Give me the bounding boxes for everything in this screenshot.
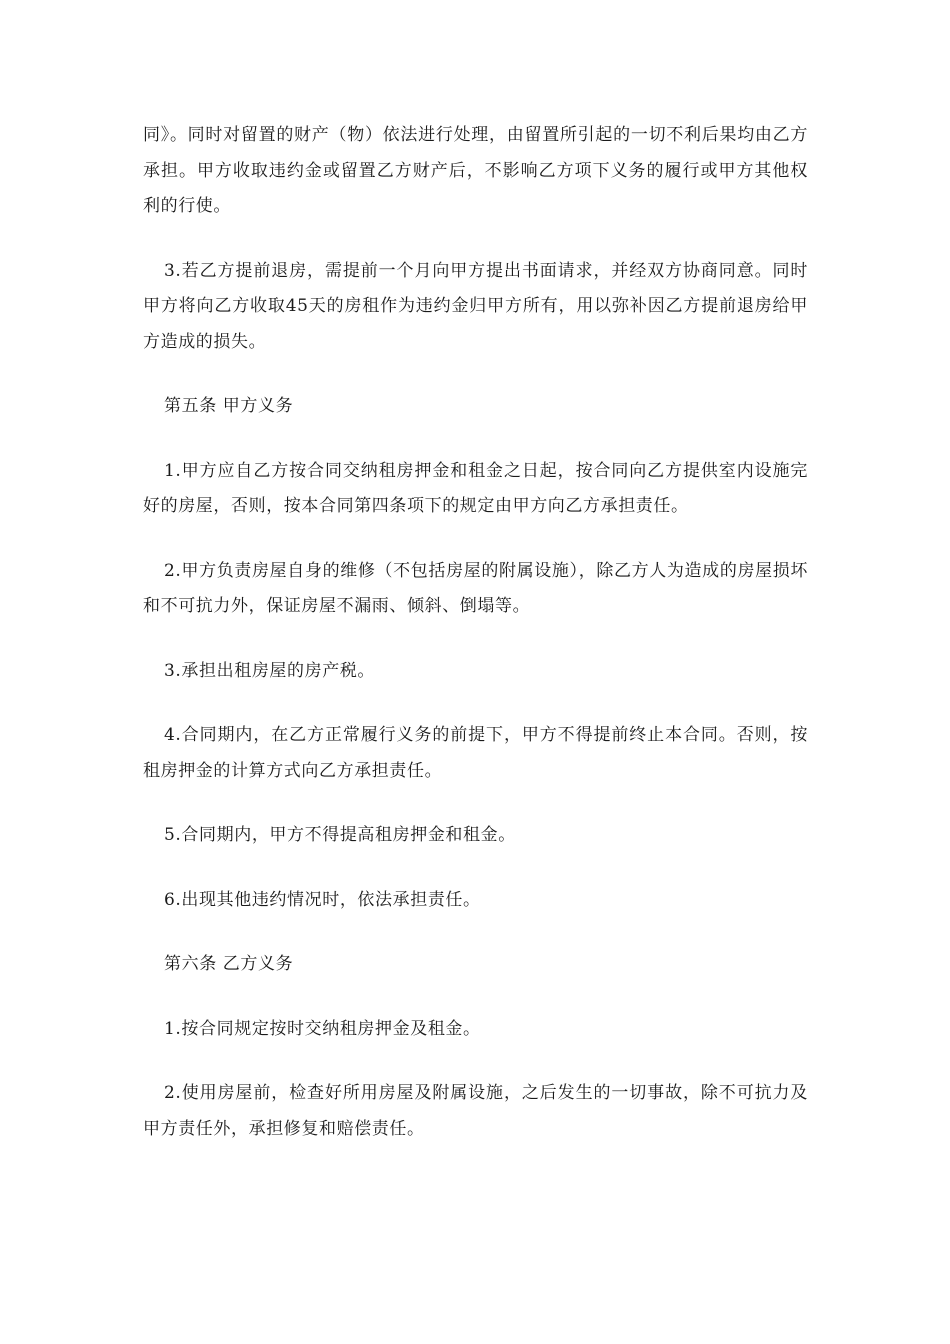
paragraph-early-checkout: 3.若乙方提前退房，需提前一个月向甲方提出书面请求，并经双方协商同意。同时甲方将向乙方收取45天的房租作为违约金归甲方所有，用以弥补因乙方提前退房给甲方造成的损失。: [143, 260, 808, 352]
article-6-item-2: 2.使用房屋前，检查好所用房屋及附属设施，之后发生的一切事故，除不可抗力及甲方责任外，承担修复和赔偿责任。: [143, 1083, 808, 1139]
article-5-heading: 第五条 甲方义务: [164, 396, 294, 416]
article-6-heading: 第六条 乙方义务: [164, 954, 294, 974]
article-6-item-1: 1.按合同规定按时交纳租房押金及租金。: [164, 1018, 481, 1039]
article-5-item-2: 2.甲方负责房屋自身的维修（不包括房屋的附属设施），除乙方人为造成的房屋损坏和不可抗力外，保证房屋不漏雨、倾斜、倒塌等。: [143, 560, 808, 616]
article-5-item-6: 6.出现其他违约情况时，依法承担责任。: [164, 889, 481, 910]
document-body: [143, 118, 808, 1176]
article-5-item-4: 4.合同期内，在乙方正常履行义务的前提下，甲方不得提前终止本合同。否则，按租房押金的计算方式向乙方承担责任。: [143, 725, 808, 781]
article-5-item-1: 1.甲方应自乙方按合同交纳租房押金和租金之日起，按合同向乙方提供室内设施完好的房屋，否则，按本合同第四条项下的规定由甲方向乙方承担责任。: [143, 460, 808, 516]
paragraph-continuation: 同》。同时对留置的财产（物）依法进行处理，由留置所引起的一切不利后果均由乙方承担。甲方收取违约金或留置乙方财产后，不影响乙方项下义务的履行或甲方其他权利的行使。: [143, 125, 808, 216]
article-5-item-3: 3.承担出租房屋的房产税。: [164, 660, 376, 681]
article-5-item-5: 5.合同期内，甲方不得提高租房押金和租金。: [164, 825, 516, 845]
